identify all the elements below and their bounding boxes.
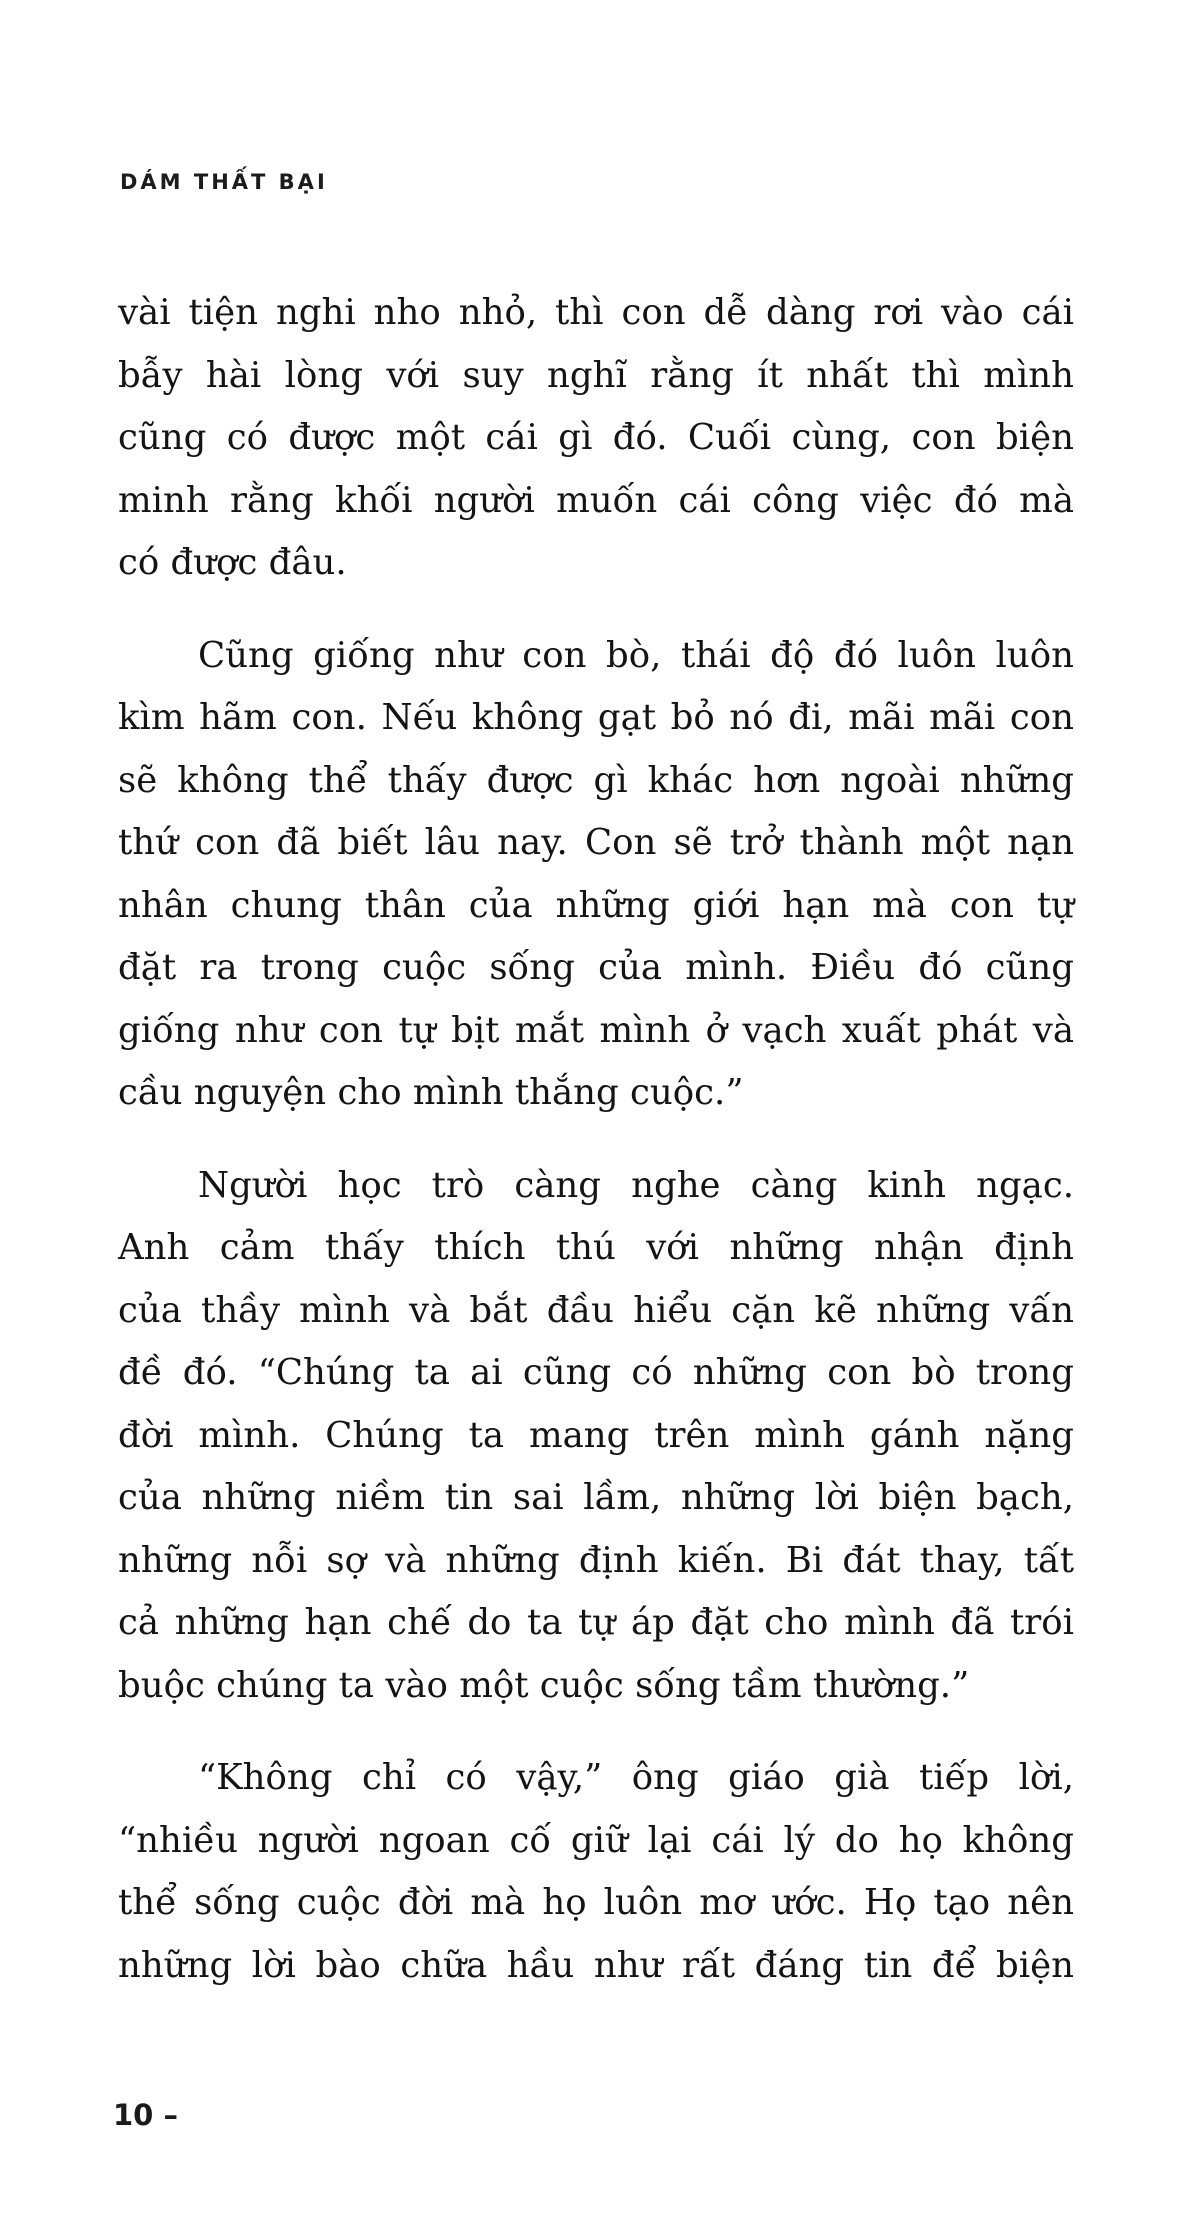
text-line: Cũng giống như con bò, thái độ đó luôn luôn bbox=[198, 634, 1074, 676]
text-line: Anh cảm thấy thích thú với những nhận định bbox=[118, 1227, 1074, 1268]
text-line: của thầy mình và bắt đầu hiểu cặn kẽ những vấn bbox=[118, 1289, 1074, 1331]
text-line: cũng có được một cái gì đó. Cuối cùng, con biện bbox=[118, 417, 1074, 458]
text-line: kìm hãm con. Nếu không gạt bỏ nó đi, mãi mãi con bbox=[118, 697, 1074, 738]
text-line: vài tiện nghi nho nhỏ, thì con dễ dàng rơi vào cái bbox=[118, 292, 1074, 333]
paragraph-4 bbox=[118, 1747, 1074, 1997]
text-line: đặt ra trong cuộc sống của mình. Điều đó cũng bbox=[118, 947, 1074, 988]
text-line: sẽ không thể thấy được gì khác hơn ngoài những bbox=[118, 759, 1074, 801]
page-number: 10 – bbox=[113, 2098, 178, 2132]
text-line: những lời bào chữa hầu như rất đáng tin để biện bbox=[118, 1944, 1074, 1986]
text-line: đời mình. Chúng ta mang trên mình gánh nặng bbox=[118, 1414, 1074, 1456]
text-line: giống như con tự bịt mắt mình ở vạch xuất phát và bbox=[118, 1009, 1074, 1051]
text-line: Người học trò càng nghe càng kinh ngạc. bbox=[198, 1164, 1074, 1206]
text-line: thể sống cuộc đời mà họ luôn mơ ước. Họ tạo nên bbox=[118, 1882, 1074, 1923]
text-line: có được đâu. bbox=[118, 542, 347, 583]
text-line: thứ con đã biết lâu nay. Con sẽ trở thành một nạn bbox=[118, 822, 1074, 863]
text-line: cả những hạn chế do ta tự áp đặt cho mình đã trói bbox=[118, 1602, 1074, 1643]
text-line: buộc chúng ta vào một cuộc sống tầm thường.” bbox=[118, 1664, 970, 1706]
running-head-title: DÁM THẤT BẠI bbox=[120, 170, 328, 194]
text-line: cầu nguyện cho mình thắng cuộc.” bbox=[118, 1072, 744, 1113]
text-line: “Không chỉ có vậy,” ông giáo già tiếp lời, bbox=[198, 1757, 1074, 1798]
text-line: những nỗi sợ và những định kiến. Bi đát thay, tất bbox=[118, 1539, 1074, 1581]
body-text bbox=[118, 282, 1074, 1997]
text-line: của những niềm tin sai lầm, những lời biện bạch, bbox=[118, 1477, 1074, 1518]
paragraph-2 bbox=[118, 625, 1074, 1125]
text-line: minh rằng khối người muốn cái công việc đó mà bbox=[118, 479, 1074, 521]
text-line: nhân chung thân của những giới hạn mà con tự bbox=[118, 884, 1074, 926]
text-line: bẫy hài lòng với suy nghĩ rằng ít nhất thì mình bbox=[118, 354, 1074, 396]
text-line: đề đó. “Chúng ta ai cũng có những con bò trong bbox=[118, 1352, 1074, 1393]
paragraph-3 bbox=[118, 1155, 1074, 1718]
paragraph-1 bbox=[118, 282, 1074, 595]
text-line: “nhiều người ngoan cố giữ lại cái lý do họ không bbox=[118, 1819, 1074, 1861]
